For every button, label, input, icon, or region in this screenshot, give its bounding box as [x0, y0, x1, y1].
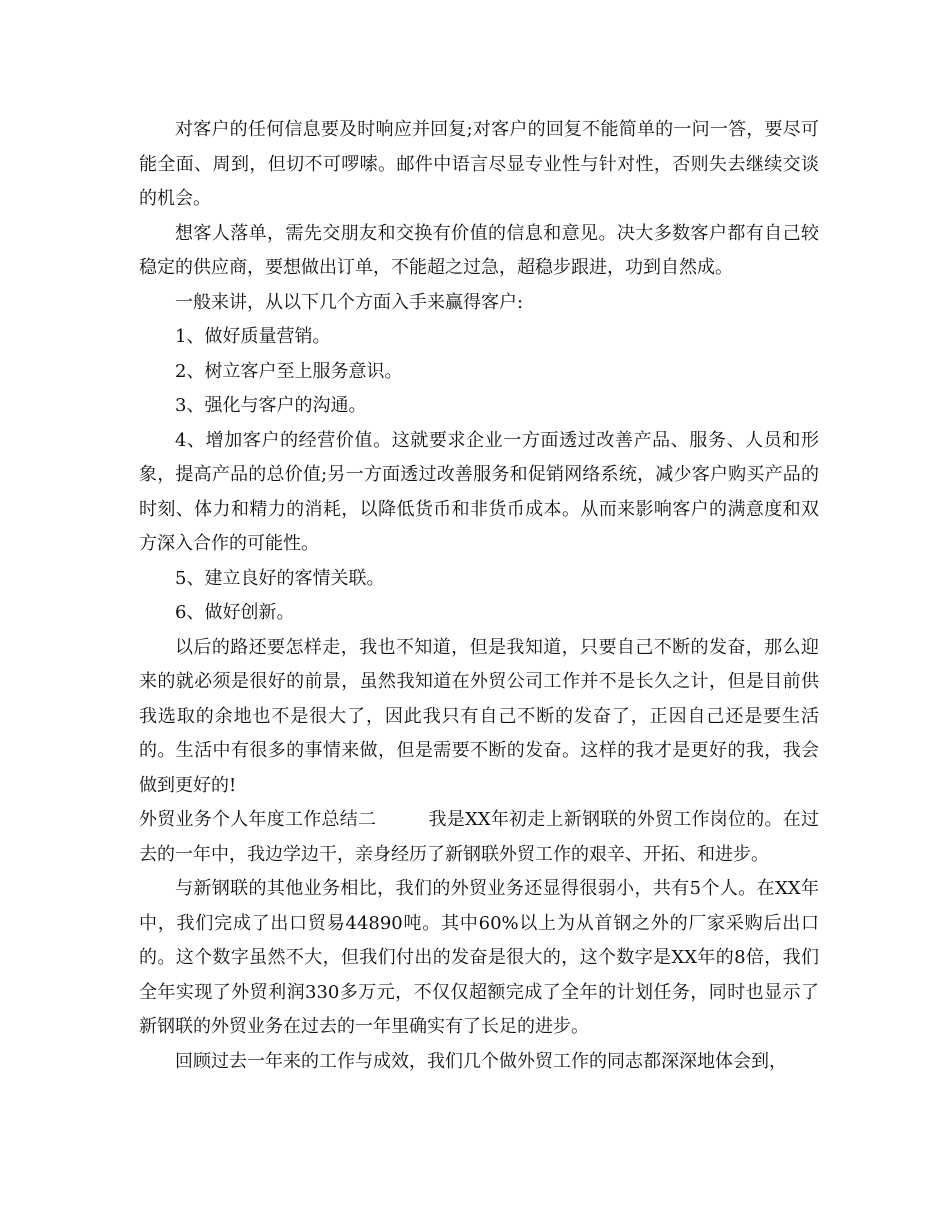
list-item-innovation: 6、做好创新。: [175, 602, 295, 623]
list-item-customer-value: 4、增加客户的经营价值。这就要求企业一方面透过改善产品、服务、人员和形象，提高产品的总价值;另一方面透过改善服务和促销网络系统，减少客户购买产品的时刻、体力和精力的消耗，以降低货币和非货币成本。从而来影响客户的满意度和双方深入合作的可能性。: [139, 429, 819, 554]
document-page: [139, 113, 819, 1079]
paragraph-export-results: 与新钢联的其他业务相比，我们的外贸业务还显得很弱小，共有5个人。在XX年中，我们完成了出口贸易44890吨。其中60%以上为从首钢之外的厂家采购后出口的。这个数字虽然不大，但我们付出的发奋是很大的，这个数字是XX年的8倍，我们全年实现了外贸利润330多万元，不仅仅超额完成了全年的计划任务，同时也显示了新钢联的外贸业务在过去的一年里确实有了长足的进步。: [139, 878, 819, 1037]
paragraph-win-customers-intro: 一般来讲，从以下几个方面入手来赢得客户:: [175, 291, 524, 313]
list-item-customer-relations: 5、建立良好的客情关联。: [175, 567, 385, 589]
list-item-communication: 3、强化与客户的沟通。: [175, 395, 367, 416]
paragraph-review: 回顾过去一年来的工作与成效，我们几个做外贸工作的同志都深深地体会到，: [175, 1050, 787, 1072]
paragraph-future-path: 以后的路还要怎样走，我也不知道，但是我知道，只要自己不断的发奋，那么迎来的就必须是很好的前景，虽然我知道在外贸公司工作并不是长久之计，但是目前供我选取的余地也不是很大了，因此我只有自己不断的发奋了，正因自己还是要生活的。生活中有很多的事情来做，但是需要不断的发奋。这样的我才是更好的我，我会做到更好的!: [139, 636, 819, 796]
list-item-customer-first: 2、树立客户至上服务意识。: [175, 360, 403, 382]
paragraph-make-friends: 想客人落单，需先交朋友和交换有价值的信息和意见。决大多数客户都有自己较稳定的供应商，要想做出订单，不能超之过急，超稳步跟进，功到自然成。: [139, 222, 819, 278]
paragraph-reply-to-customers: 对客户的任何信息要及时响应并回复;对客户的回复不能简单的一问一答，要尽可能全面、周到，但切不可啰嗦。邮件中语言尽显专业性与针对性，否则失去继续交谈的机会。: [139, 119, 819, 209]
section-heading-paragraph: [139, 803, 819, 872]
list-item-quality-marketing: 1、做好质量营销。: [175, 326, 331, 347]
section-title: 外贸业务个人年度工作总结二: [139, 809, 377, 830]
section-intro-text: 我是XX年初走上新钢联的外贸工作岗位的。在过去的一年中，我边学边干，亲身经历了新钢联外贸工作的艰辛、开拓、和进步。: [139, 809, 819, 865]
